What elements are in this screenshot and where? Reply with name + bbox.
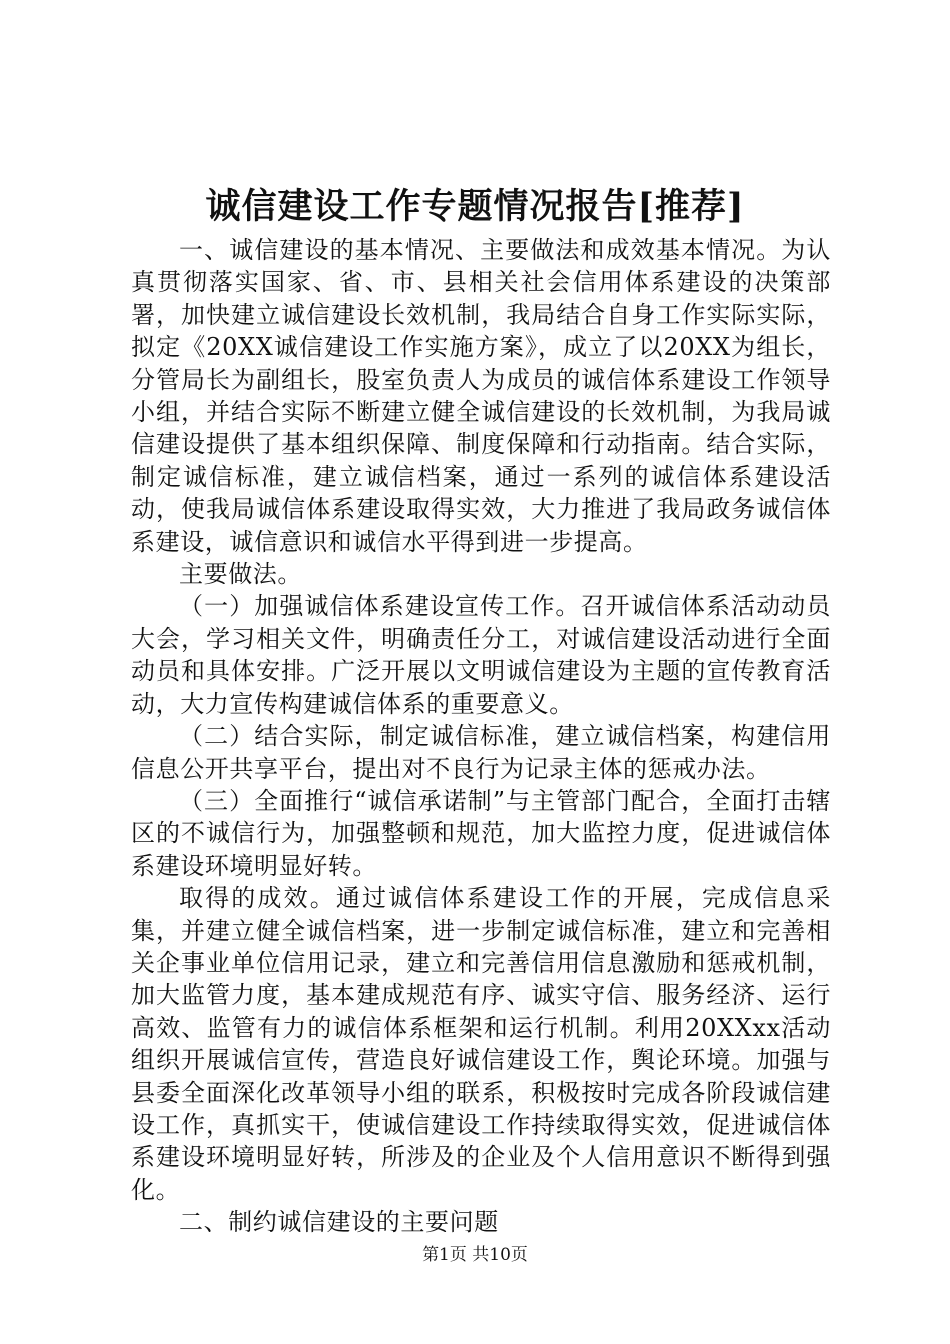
page-indicator: 第1页 共10页 — [422, 1245, 528, 1265]
paragraph-main-practices-heading: 主要做法。 — [179, 560, 302, 589]
document-body — [131, 234, 831, 1239]
paragraph-practice-2: （二）结合实际，制定诚信标准，建立诚信档案，构建信用信息公开共享平台，提出对不良行为记录主体的惩戒办法。 — [131, 722, 831, 783]
paragraph-practice-1: （一）加强诚信体系建设宣传工作。召开诚信体系活动动员大会，学习相关文件，明确责任分工，对诚信建设活动进行全面动员和具体安排。广泛开展以文明诚信建设为主题的宣传教育活动，大力宣传构建诚信体系的重要意义。 — [131, 592, 831, 718]
paragraph-overview: 一、诚信建设的基本情况、主要做法和成效基本情况。为认真贯彻落实国家、省、市、县相关社会信用体系建设的决策部署，加快建立诚信建设长效机制，我局结合自身工作实际实际，拟定《20XX诚信建设工作实施方案》，成立了以20XX为组长，分管局长为副组长，股室负责人为成员的诚信体系建设工作领导小组，并结合实际不断建立健全诚信建设的长效机制，为我局诚信建设提供了基本组织保障、制度保障和行动指南。结合实际，制定诚信标准，建立诚信档案，通过一系列的诚信体系建设活动，使我局诚信体系建设取得实效，大力推进了我局政务诚信体系建设，诚信意识和诚信水平得到进一步提高。 — [131, 236, 831, 556]
paragraph-practice-3: （三）全面推行“诚信承诺制”与主管部门配合，全面打击辖区的不诚信行为，加强整顿和规范，加大监控力度，促进诚信体系建设环境明显好转。 — [131, 786, 831, 880]
paragraph-section-2-heading: 二、制约诚信建设的主要问题 — [179, 1208, 499, 1237]
document-title: 诚信建设工作专题情况报告[推荐] — [205, 186, 745, 227]
paragraph-results: 取得的成效。通过诚信体系建设工作的开展，完成信息采集，并建立健全诚信档案，进一步制定诚信标准，建立和完善相关企事业单位信用记录，建立和完善信用信息激励和惩戒机制，加大监管力度，基本建成规范有序、诚实守信、服务经济、运行高效、监管有力的诚信体系框架和运行机制。利用20XXxx活动组织开展诚信宣传，营造良好诚信建设工作，舆论环境。加强与县委全面深化改革领导小组的联系，积极按时完成各阶段诚信建设工作，真抓实干，使诚信建设工作持续取得实效，促进诚信体系建设环境明显好转，所涉及的企业及个人信用意识不断得到强化。 — [131, 884, 831, 1204]
